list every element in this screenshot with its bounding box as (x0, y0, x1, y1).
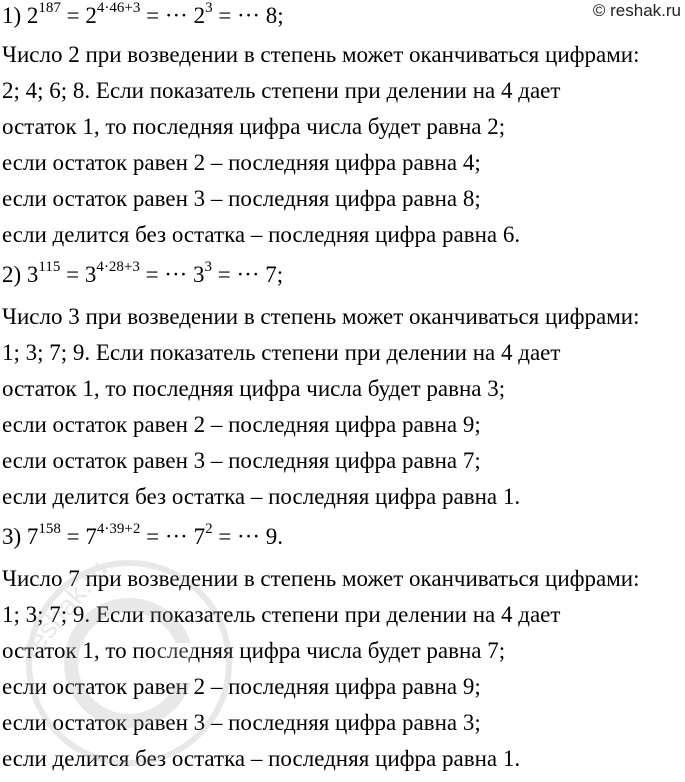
formula-base: 3 (84, 262, 97, 287)
formula-exponent: 3 (205, 0, 213, 17)
text-line: Число 7 при возведении в степень может оканчиваться цифрами: (2, 566, 640, 591)
text-line: остаток 1, то последняя цифра числа будет равна 3; (2, 376, 506, 401)
formula-line-2: 2) $3^{115} = 3^{4\cdot 28+3}$ = ··· $3^3$ = ··· 7; (2, 259, 284, 287)
formula-base: 2 (193, 3, 206, 28)
formula-base: 7 (26, 524, 39, 549)
formula-base: 7 (193, 524, 206, 549)
svg-text:reshak.ru: reshak.ru (14, 554, 114, 664)
text-line: остаток 1, то последняя цифра числа будет равна 7; (2, 638, 506, 663)
formula-exponent: 187 (38, 0, 61, 17)
text-line: Число 2 при возведении в степень может оканчиваться цифрами: (2, 42, 640, 67)
text-line: если остаток равен 2 – последняя цифра равна 4; (2, 150, 481, 175)
text-line: остаток 1, то последняя цифра числа будет равна 2; (2, 114, 506, 139)
text-line: если остаток равен 2 – последняя цифра равна 9; (2, 674, 481, 699)
formula-prefix: 3) (2, 524, 27, 549)
formula-prefix: 2) (2, 262, 27, 287)
text-line: 1; 3; 7; 9. Если показатель степени при делении на 4 дает (2, 340, 561, 365)
formula-base: 2 (85, 3, 97, 28)
text-line: если остаток равен 3 – последняя цифра равна 3; (2, 710, 481, 735)
formula-base: 3 (26, 262, 39, 287)
text-line: 1; 3; 7; 9. Если показатель степени при делении на 4 дает (2, 602, 561, 627)
text-line: Число 3 при возведении в степень может оканчиваться цифрами: (2, 304, 640, 329)
formula-exponent: 158 (38, 521, 61, 538)
text-line: если остаток равен 3 – последняя цифра равна 7; (2, 448, 481, 473)
site-watermark: © reshak.ru (592, 1, 681, 20)
formula-line-3: 3) $7^{158} = 7^{4\cdot 39+2}$ = ··· $7^2$ = ··· 9. (2, 521, 284, 549)
formula-exponent: 4·39+2 (96, 521, 141, 538)
formula-base: 7 (85, 524, 97, 549)
formula-base: 3 (193, 262, 205, 287)
formula-prefix: 1) (2, 3, 27, 28)
formula-exponent: 4·46+3 (96, 0, 141, 17)
text-line: если делится без остатка – последняя цифра равна 6. (2, 222, 521, 247)
text-line: если делится без остатка – последняя цифра равна 1. (2, 484, 521, 509)
formula-exponent: 3 (204, 259, 213, 276)
formula-exponent: 115 (38, 259, 61, 276)
formula-exponent: 2 (205, 521, 213, 538)
formula-exponent: 4·28+3 (96, 259, 140, 276)
text-line: 2; 4; 6; 8. Если показатель степени при делении на 4 дает (2, 78, 561, 103)
text-line: если остаток равен 2 – последняя цифра равна 9; (2, 412, 481, 437)
formula-base: 2 (26, 3, 39, 28)
formula-line-1: 1) $2^{187} = 2^{4\cdot 46+3}$ = ··· $2^3$ = ··· 8; (2, 0, 284, 28)
text-line: если остаток равен 3 – последняя цифра равна 8; (2, 186, 481, 211)
text-line: если делится без остатка – последняя цифра равна 1. (2, 746, 521, 771)
